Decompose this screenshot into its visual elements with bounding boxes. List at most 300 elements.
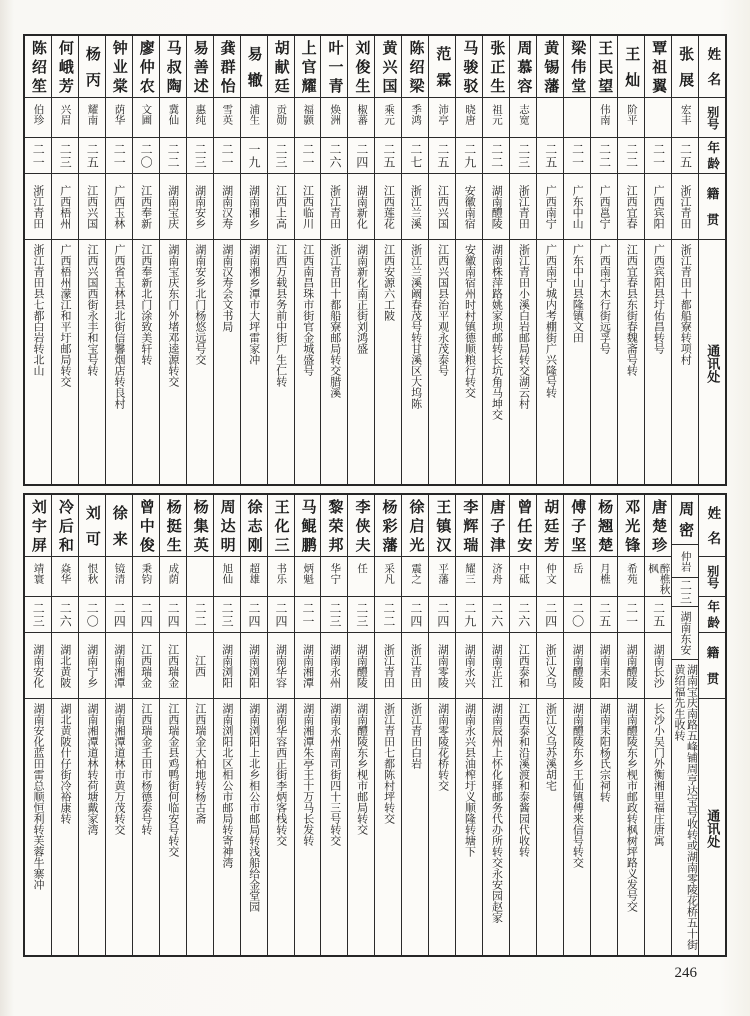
person-age: 二六 bbox=[52, 597, 78, 633]
person-column bbox=[537, 36, 564, 484]
person-name: 刘 可 bbox=[79, 495, 105, 557]
person-name: 王 民 望 bbox=[591, 36, 617, 98]
person-alias: 雪英 bbox=[214, 98, 240, 138]
person-age: 二六 bbox=[483, 597, 509, 633]
person-alias: 恨秋 bbox=[79, 557, 105, 597]
person-native: 江西泰和 bbox=[510, 633, 536, 699]
person-age: 二三 bbox=[510, 138, 536, 174]
person-native: 湖南浏阳 bbox=[214, 633, 240, 699]
person-address: 长沙小吴门外衡湘里福庄唐寓 bbox=[652, 703, 665, 846]
person-column bbox=[187, 495, 214, 955]
person-age: 一九 bbox=[241, 138, 267, 174]
person-native: 湖南安乡 bbox=[187, 174, 213, 240]
person-address: 浙江青田县七都白岩转北山 bbox=[32, 244, 45, 376]
person-address: 广西南宁木行街远孚号 bbox=[598, 244, 611, 354]
person-age: 二四 bbox=[160, 597, 186, 633]
person-address: 湖南永兴县油榨圩义顺隆转塘下 bbox=[463, 703, 476, 857]
person-name: 唐 子 津 bbox=[483, 495, 509, 557]
person-column bbox=[52, 36, 79, 484]
person-native: 浙江青田 bbox=[375, 633, 401, 699]
person-age: 二二 bbox=[483, 138, 509, 174]
person-name: 黎 荣 邦 bbox=[321, 495, 347, 557]
person-address: 江西宜春县东街春魏斋号转 bbox=[625, 244, 638, 376]
header-age: 年 龄 bbox=[699, 597, 725, 633]
person-column bbox=[402, 36, 429, 484]
person-age: 二一 bbox=[214, 138, 240, 174]
person-name: 何 峨 芳 bbox=[52, 36, 78, 98]
person-address: 广东中山县隆镇文田 bbox=[571, 244, 584, 343]
person-name: 刘 宇 屏 bbox=[25, 495, 51, 557]
person-address: 广西南宁城内考棚街广兴隆号转 bbox=[544, 244, 557, 398]
person-address: 湖南耒阳杨氏宗祠转 bbox=[598, 703, 611, 802]
person-native: 湖南新化 bbox=[348, 174, 374, 240]
person-alias: 任 bbox=[348, 557, 374, 597]
person-age: 二一 bbox=[295, 597, 321, 633]
person-age: 二三 bbox=[214, 597, 240, 633]
person-age: 二二 bbox=[591, 138, 617, 174]
person-native: 浙江青田 bbox=[25, 174, 51, 240]
person-column bbox=[348, 36, 375, 484]
person-alias: 书乐 bbox=[268, 557, 294, 597]
person-alias: 晓唐 bbox=[456, 98, 482, 138]
person-column bbox=[187, 36, 214, 484]
person-column bbox=[564, 36, 591, 484]
person-address: 浙江青田十都船寮转项村 bbox=[679, 244, 692, 365]
person-column bbox=[268, 495, 295, 955]
person-address: 湖南华容西正街李炳客栈转交 bbox=[274, 703, 287, 846]
person-column bbox=[160, 36, 187, 484]
person-native: 浙江青田 bbox=[321, 174, 347, 240]
person-address: 浙江青田小溪白岩邮局转交湖云村 bbox=[517, 244, 530, 409]
person-column bbox=[106, 495, 133, 955]
person-name: 黄 锡 藩 bbox=[537, 36, 563, 98]
person-alias bbox=[537, 98, 563, 138]
person-name: 刘 俊 生 bbox=[348, 36, 374, 98]
person-column bbox=[618, 36, 645, 484]
person-native: 江西瑞金 bbox=[133, 633, 159, 699]
person-native: 湖南宁乡 bbox=[79, 633, 105, 699]
person-column bbox=[79, 495, 106, 955]
person-column bbox=[537, 495, 564, 955]
person-alias bbox=[645, 98, 671, 138]
person-native: 湖南醴陵 bbox=[348, 633, 374, 699]
person-address: 江西奉新北门涂致美轩转 bbox=[139, 244, 152, 365]
person-native: 湖南华容 bbox=[268, 633, 294, 699]
header-address: 通 讯 处 bbox=[705, 808, 721, 848]
person-alias: 伯珍 bbox=[25, 98, 51, 138]
header-name: 姓 名 bbox=[699, 36, 725, 98]
person-address: 湖南汉寿会文书局 bbox=[220, 244, 233, 332]
header-alias: 别 号 bbox=[699, 557, 725, 597]
person-age: 二三 bbox=[321, 597, 347, 633]
person-native: 湖南湘潭 bbox=[295, 633, 321, 699]
person-column bbox=[591, 36, 618, 484]
person-alias: 镜清 bbox=[106, 557, 132, 597]
person-alias: 阶平 bbox=[618, 98, 644, 138]
person-alias: 月樵 bbox=[591, 557, 617, 597]
person-address: 江西安源六工陂 bbox=[382, 244, 395, 321]
person-native: 湖南汉寿 bbox=[214, 174, 240, 240]
header-column bbox=[699, 36, 725, 484]
person-address: 湖南醴陵东乡枧市邮局转交 bbox=[355, 703, 368, 835]
person-native: 湖南浏阳 bbox=[241, 633, 267, 699]
person-native: 江西莲花 bbox=[375, 174, 401, 240]
person-name: 龚 群 怡 bbox=[214, 36, 240, 98]
person-age: 二四 bbox=[268, 597, 294, 633]
header-alias: 别 号 bbox=[699, 98, 725, 138]
person-address: 广西梧州濛江和平圩邮局转交 bbox=[59, 244, 72, 387]
person-name: 周 达 明 bbox=[214, 495, 240, 557]
person-name: 王 灿 bbox=[618, 36, 644, 98]
person-age: 二三 bbox=[672, 578, 698, 607]
person-age: 二五 bbox=[429, 138, 455, 174]
person-alias: 成荫 bbox=[160, 557, 186, 597]
person-alias: 浦生 bbox=[241, 98, 267, 138]
person-age: 二一 bbox=[106, 138, 132, 174]
person-alias: 焕洲 bbox=[321, 98, 347, 138]
person-name: 梁 伟 堂 bbox=[564, 36, 590, 98]
person-address: 江西瑞金大柏地转杨古斋 bbox=[193, 703, 206, 824]
page-number: 246 bbox=[674, 965, 697, 981]
person-age: 二一 bbox=[295, 138, 321, 174]
person-alias bbox=[187, 557, 213, 597]
person-name: 胡 献 廷 bbox=[268, 36, 294, 98]
person-column bbox=[25, 36, 52, 484]
person-column bbox=[564, 495, 591, 955]
person-address: 湖南湘潭道林市黄万茂转交 bbox=[112, 703, 125, 835]
person-alias bbox=[564, 98, 590, 138]
person-address: 湖南浏阳上北乡相公市邮局转浅船给金堂园 bbox=[247, 703, 260, 912]
person-alias: 志宽 bbox=[510, 98, 536, 138]
person-address: 湖南湘乡潭市大坪雷家冲 bbox=[247, 244, 260, 365]
person-column bbox=[672, 36, 699, 484]
person-column bbox=[52, 495, 79, 955]
person-alias: 仲岩 bbox=[672, 545, 698, 578]
person-native: 江西兴国 bbox=[79, 174, 105, 240]
person-name: 胡 廷 芳 bbox=[537, 495, 563, 557]
person-alias: 冀仙 bbox=[160, 98, 186, 138]
person-column bbox=[375, 495, 402, 955]
person-name: 徐 启 光 bbox=[402, 495, 428, 557]
person-name: 张 正 生 bbox=[483, 36, 509, 98]
person-name: 廖 仲 农 bbox=[133, 36, 159, 98]
person-alias: 希苑 bbox=[618, 557, 644, 597]
person-native: 安徽南宿 bbox=[456, 174, 482, 240]
person-address: 浙江青田白岩 bbox=[409, 703, 422, 769]
person-native: 浙江兰溪 bbox=[402, 174, 428, 240]
person-age: 二三 bbox=[52, 138, 78, 174]
person-alias: 兴眉 bbox=[52, 98, 78, 138]
person-age: 二〇 bbox=[133, 138, 159, 174]
person-native: 广西玉林 bbox=[106, 174, 132, 240]
person-alias: 震之 bbox=[402, 557, 428, 597]
person-native: 江西宜春 bbox=[618, 174, 644, 240]
person-age: 二三 bbox=[348, 597, 374, 633]
person-age: 二三 bbox=[268, 138, 294, 174]
person-alias: 炳魁 bbox=[295, 557, 321, 597]
person-native: 湖南永兴 bbox=[456, 633, 482, 699]
person-name: 傅 子 坚 bbox=[564, 495, 590, 557]
person-age: 二〇 bbox=[79, 597, 105, 633]
person-address: 湖南新化南正街刘鸿盛 bbox=[355, 244, 368, 354]
person-alias: 文圃 bbox=[133, 98, 159, 138]
person-alias: 沛亭 bbox=[429, 98, 455, 138]
person-alias: 耀南 bbox=[79, 98, 105, 138]
person-native: 浙江青田 bbox=[672, 174, 698, 240]
person-age: 二一 bbox=[645, 138, 671, 174]
person-address: 江西南昌珠市街官金城盛号 bbox=[301, 244, 314, 376]
person-address: 江西万载县务前中街广生仁转 bbox=[274, 244, 287, 387]
person-native: 浙江青田 bbox=[402, 633, 428, 699]
person-alias: 福颢 bbox=[295, 98, 321, 138]
person-address: 安徽南宿州时村镇德顺粮行转交 bbox=[463, 244, 476, 398]
person-native: 湖南芷江 bbox=[483, 633, 509, 699]
person-address: 湖北黄陂什仔街冷裕康转 bbox=[59, 703, 72, 824]
person-alias: 岳 bbox=[564, 557, 590, 597]
person-address: 湖南宝庆东门外堵邓逵源转交 bbox=[166, 244, 179, 387]
person-name: 杨 彩 藩 bbox=[375, 495, 401, 557]
person-address: 湖南醴陵东乡王仙镇傅来信号转交 bbox=[571, 703, 584, 868]
person-age: 二五 bbox=[375, 138, 401, 174]
person-name: 陈 绍 笙 bbox=[25, 36, 51, 98]
person-alias: 中砥 bbox=[510, 557, 536, 597]
person-column bbox=[214, 36, 241, 484]
person-column bbox=[375, 36, 402, 484]
person-native: 江西瑞金 bbox=[160, 633, 186, 699]
person-alias: 惠纯 bbox=[187, 98, 213, 138]
person-column bbox=[268, 36, 295, 484]
directory-table-top bbox=[23, 34, 727, 486]
header-name: 姓 名 bbox=[699, 495, 725, 557]
person-column bbox=[79, 36, 106, 484]
person-native: 浙江青田 bbox=[510, 174, 536, 240]
person-address: 浙江兰溪阚春茂号转甘溪区大坞陈 bbox=[409, 244, 422, 409]
person-name: 张 展 bbox=[672, 36, 698, 98]
person-native: 湖南湘乡 bbox=[241, 174, 267, 240]
person-age: 二一 bbox=[25, 138, 51, 174]
person-alias: 秉钧 bbox=[133, 557, 159, 597]
person-age: 二二 bbox=[375, 597, 401, 633]
person-alias: 旭仙 bbox=[214, 557, 240, 597]
person-column bbox=[456, 495, 483, 955]
person-address: 湖南醴陵东乡枧市邮政转枫树坪路义发号交 bbox=[625, 703, 638, 912]
person-native: 广西宾阳 bbox=[645, 174, 671, 240]
person-column bbox=[106, 36, 133, 484]
person-native: 广东中山 bbox=[564, 174, 590, 240]
person-alias: 济舟 bbox=[483, 557, 509, 597]
person-native: 湖南醴陵 bbox=[618, 633, 644, 699]
person-name: 杨 丙 bbox=[79, 36, 105, 98]
person-column bbox=[429, 36, 456, 484]
person-address: 江西兴国县治平观永茂泰号 bbox=[436, 244, 449, 376]
person-column bbox=[241, 36, 268, 484]
person-column bbox=[510, 495, 537, 955]
person-alias: 采凡 bbox=[375, 557, 401, 597]
person-name: 叶 一 青 bbox=[321, 36, 347, 98]
person-age: 二一 bbox=[618, 597, 644, 633]
person-name: 冷 后 和 bbox=[52, 495, 78, 557]
header-native: 籍 贯 bbox=[699, 174, 725, 240]
person-name: 徐 来 bbox=[106, 495, 132, 557]
person-column bbox=[241, 495, 268, 955]
header-address: 通 讯 处 bbox=[705, 343, 721, 383]
person-name: 覃 祖 翼 bbox=[645, 36, 671, 98]
person-column bbox=[160, 495, 187, 955]
person-native: 湖南醴陵 bbox=[564, 633, 590, 699]
person-address: 浙江青田十都船寮邮局转交腊溪 bbox=[328, 244, 341, 398]
person-native: 湖南耒阳 bbox=[591, 633, 617, 699]
person-column bbox=[618, 495, 645, 955]
person-name: 李 侠 夫 bbox=[348, 495, 374, 557]
person-address: 湖南永州南司街四十三号转交 bbox=[328, 703, 341, 846]
person-alias: 仲文 bbox=[537, 557, 563, 597]
person-age: 二四 bbox=[133, 597, 159, 633]
person-alias: 醉樵秋枫 bbox=[645, 557, 671, 597]
person-name: 王 镇 汉 bbox=[429, 495, 455, 557]
person-name: 曾 中 俊 bbox=[133, 495, 159, 557]
person-native: 广西南宁 bbox=[537, 174, 563, 240]
person-address: 湖南浏阳北区相公市邮局转寄神湾 bbox=[220, 703, 233, 868]
person-alias: 超雄 bbox=[241, 557, 267, 597]
person-native: 湖南长沙 bbox=[645, 633, 671, 699]
person-alias: 宏丰 bbox=[672, 98, 698, 138]
person-name: 杨 集 英 bbox=[187, 495, 213, 557]
person-age: 二四 bbox=[537, 597, 563, 633]
person-native: 湖南零陵 bbox=[429, 633, 455, 699]
person-age: 二九 bbox=[456, 597, 482, 633]
person-name: 上 官 耀 bbox=[295, 36, 321, 98]
directory-table-bottom bbox=[23, 493, 727, 957]
person-age: 二四 bbox=[429, 597, 455, 633]
person-name: 范 霖 bbox=[429, 36, 455, 98]
person-age: 二六 bbox=[510, 597, 536, 633]
person-alias: 华宁 bbox=[321, 557, 347, 597]
person-name: 邓 光 锋 bbox=[618, 495, 644, 557]
person-name: 杨 挺 生 bbox=[160, 495, 186, 557]
header-column bbox=[699, 495, 725, 955]
person-name: 陈 绍 梁 bbox=[402, 36, 428, 98]
person-column bbox=[25, 495, 52, 955]
person-column bbox=[133, 36, 160, 484]
person-age: 二三 bbox=[187, 138, 213, 174]
person-address: 江西瑞金壬田市杨德泰号转 bbox=[139, 703, 152, 835]
person-name: 王 化 三 bbox=[268, 495, 294, 557]
person-name: 易 辙 bbox=[241, 36, 267, 98]
person-native: 广西邕宁 bbox=[591, 174, 617, 240]
person-age: 二三 bbox=[25, 597, 51, 633]
person-name: 杨 翘 楚 bbox=[591, 495, 617, 557]
person-column bbox=[348, 495, 375, 955]
person-name: 唐 楚 珍 bbox=[645, 495, 671, 557]
person-column bbox=[672, 495, 699, 955]
person-age: 二二 bbox=[187, 597, 213, 633]
header-native: 籍 贯 bbox=[699, 633, 725, 699]
header-age: 年 龄 bbox=[699, 138, 725, 174]
person-native: 湖南东安 bbox=[672, 607, 698, 660]
person-name: 李 辉 瑞 bbox=[456, 495, 482, 557]
person-age: 二五 bbox=[537, 138, 563, 174]
person-age: 二一 bbox=[564, 138, 590, 174]
person-native: 江西奉新 bbox=[133, 174, 159, 240]
person-native: 江西 bbox=[187, 633, 213, 699]
person-address: 广西省玉林县北街信馨烟店转良村 bbox=[112, 244, 125, 409]
person-column bbox=[295, 495, 322, 955]
person-alias: 靖寰 bbox=[25, 557, 51, 597]
person-native: 湖南永州 bbox=[321, 633, 347, 699]
person-column bbox=[483, 495, 510, 955]
person-name: 徐 志 刚 bbox=[241, 495, 267, 557]
person-alias: 乘元 bbox=[375, 98, 401, 138]
person-alias: 贡勋 bbox=[268, 98, 294, 138]
person-column bbox=[295, 36, 322, 484]
person-name: 曾 任 安 bbox=[510, 495, 536, 557]
person-age: 二四 bbox=[241, 597, 267, 633]
person-native: 江西临川 bbox=[295, 174, 321, 240]
person-age: 二〇 bbox=[564, 597, 590, 633]
person-age: 二二 bbox=[618, 138, 644, 174]
person-native: 江西上高 bbox=[268, 174, 294, 240]
person-alias: 耀三 bbox=[456, 557, 482, 597]
person-name: 黄 兴 国 bbox=[375, 36, 401, 98]
person-address: 湖南株萍路姚家坝邮转长坑角马坤交 bbox=[490, 244, 503, 420]
person-alias: 季鸿 bbox=[402, 98, 428, 138]
person-age: 二六 bbox=[321, 138, 347, 174]
person-column bbox=[645, 495, 672, 955]
person-column bbox=[133, 495, 160, 955]
person-age: 二七 bbox=[402, 138, 428, 174]
person-alias: 平藩 bbox=[429, 557, 455, 597]
person-address: 广西宾阳县圩佑昌转号 bbox=[652, 244, 665, 354]
person-address: 湖南安化蓝田雷总顺恒利转芙蓉牛寨冲 bbox=[32, 703, 45, 890]
person-name: 马 骏 驳 bbox=[456, 36, 482, 98]
person-age: 二九 bbox=[456, 138, 482, 174]
person-native: 湖南湘潭 bbox=[106, 633, 132, 699]
person-column bbox=[321, 495, 348, 955]
person-age: 二五 bbox=[79, 138, 105, 174]
person-column bbox=[456, 36, 483, 484]
person-address: 湖南宝庆南路五峰铺周亨达宝号收转或湖南零陵花桥五十街黄绍福先生收转 bbox=[673, 663, 698, 950]
person-native: 湖南醴陵 bbox=[483, 174, 509, 240]
person-age: 二四 bbox=[348, 138, 374, 174]
person-age: 二五 bbox=[672, 138, 698, 174]
person-name: 钟 业 棠 bbox=[106, 36, 132, 98]
person-name: 马 叔 陶 bbox=[160, 36, 186, 98]
person-native: 浙江义乌 bbox=[537, 633, 563, 699]
person-age: 二二 bbox=[160, 138, 186, 174]
person-alias: 荫华 bbox=[106, 98, 132, 138]
person-age: 二五 bbox=[591, 597, 617, 633]
person-column bbox=[483, 36, 510, 484]
person-column bbox=[645, 36, 672, 484]
person-address: 湖南湘潭道林转荷塘戴家湾 bbox=[85, 703, 98, 835]
person-address: 湖南零陵花桥转交 bbox=[436, 703, 449, 791]
person-native: 江西兴国 bbox=[429, 174, 455, 240]
person-column bbox=[591, 495, 618, 955]
person-name: 周 慕 容 bbox=[510, 36, 536, 98]
person-address: 江西瑞金县鸡鸭街何临安号转交 bbox=[166, 703, 179, 857]
person-address: 江西兴国西街永丰和宝号转 bbox=[85, 244, 98, 376]
person-column bbox=[429, 495, 456, 955]
person-name: 易 善 述 bbox=[187, 36, 213, 98]
person-native: 湖南宝庆 bbox=[160, 174, 186, 240]
person-name: 马 鲲 鹏 bbox=[295, 495, 321, 557]
person-address: 浙江义乌苏溪胡宅 bbox=[544, 703, 557, 791]
person-age: 二四 bbox=[106, 597, 132, 633]
person-alias: 椒蕃 bbox=[348, 98, 374, 138]
person-native: 广西梧州 bbox=[52, 174, 78, 240]
person-column bbox=[402, 495, 429, 955]
person-address: 浙江青田七都陈村坪转交 bbox=[382, 703, 395, 824]
